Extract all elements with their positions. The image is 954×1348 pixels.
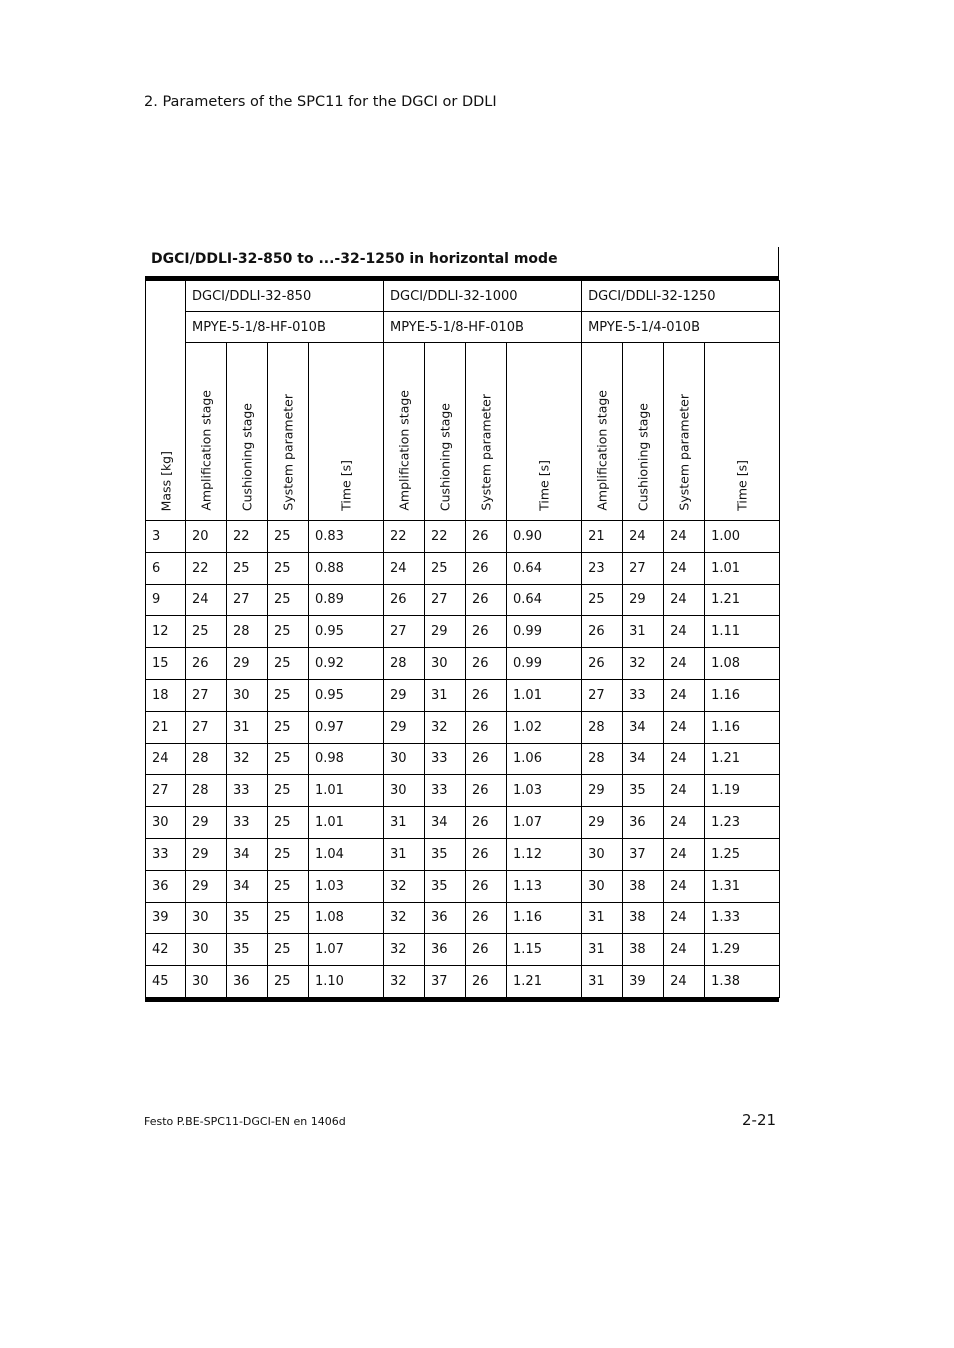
table-cell: 29 (425, 616, 466, 648)
mass-cell: 9 (146, 584, 186, 616)
table-cell: 22 (384, 521, 425, 553)
table-cell: 29 (227, 648, 268, 680)
table-cell: 27 (186, 711, 227, 743)
mass-cell: 42 (146, 934, 186, 966)
table-cell: 26 (466, 648, 507, 680)
table-cell: 0.99 (507, 616, 582, 648)
table-row (146, 743, 780, 775)
page-number: 2-21 (742, 1111, 777, 1129)
table-cell: 1.00 (705, 521, 780, 553)
table-cell: 34 (623, 743, 664, 775)
table-cell: 31 (582, 902, 623, 934)
table-cell: 27 (425, 584, 466, 616)
table-cell: 26 (466, 807, 507, 839)
table-row (146, 679, 780, 711)
table-cell: 29 (582, 807, 623, 839)
table-cell: 25 (268, 711, 309, 743)
sub-header-cell (664, 343, 705, 521)
model-cell: DGCI/DDLI-32-1000 (384, 281, 582, 312)
mass-cell: 3 (146, 521, 186, 553)
table-cell: 25 (268, 552, 309, 584)
table-cell: 26 (186, 648, 227, 680)
table-cell: 32 (384, 870, 425, 902)
sub-header-cell (227, 343, 268, 521)
table-cell: 24 (664, 775, 705, 807)
table-cell: 1.23 (705, 807, 780, 839)
table-cell: 35 (425, 870, 466, 902)
table-cell: 31 (623, 616, 664, 648)
table-cell: 1.01 (309, 807, 384, 839)
table-cell: 37 (425, 966, 466, 998)
table-cell: 32 (227, 743, 268, 775)
table-cell: 26 (466, 584, 507, 616)
sub-header-cell (425, 343, 466, 521)
page-header: 2. Parameters of the SPC11 for the DGCI or DDLI (144, 94, 497, 110)
table-cell: 1.15 (507, 934, 582, 966)
table-cell: 36 (425, 934, 466, 966)
table-cell: 28 (227, 616, 268, 648)
sub-header-label: Amplification stage (198, 390, 214, 511)
model-cell: DGCI/DDLI-32-850 (186, 281, 384, 312)
parameter-table-section (145, 247, 779, 1002)
table-cell: 1.03 (309, 870, 384, 902)
table-cell: 31 (384, 807, 425, 839)
sub-header-label: Cushioning stage (239, 402, 255, 511)
table-cell: 36 (227, 966, 268, 998)
mass-cell: 18 (146, 679, 186, 711)
table-cell: 30 (186, 902, 227, 934)
sub-header-cell (507, 343, 582, 521)
table-cell: 1.01 (507, 679, 582, 711)
table-cell: 25 (227, 552, 268, 584)
table-cell: 26 (466, 743, 507, 775)
table-cell: 30 (227, 679, 268, 711)
mass-cell: 45 (146, 966, 186, 998)
table-title: DGCI/DDLI-32-850 to ...-32-1250 in horizontal mode (145, 247, 779, 276)
table-cell: 24 (664, 934, 705, 966)
table-cell: 26 (466, 552, 507, 584)
table-cell: 29 (384, 679, 425, 711)
table-cell: 32 (623, 648, 664, 680)
table-row (146, 552, 780, 584)
table-cell: 39 (623, 966, 664, 998)
mass-cell: 36 (146, 870, 186, 902)
table-cell: 0.95 (309, 616, 384, 648)
table-cell: 37 (623, 838, 664, 870)
table-cell: 26 (466, 870, 507, 902)
table-cell: 27 (384, 616, 425, 648)
table-cell: 1.12 (507, 838, 582, 870)
table-cell: 1.13 (507, 870, 582, 902)
table-cell: 0.64 (507, 584, 582, 616)
sub-header-label: Amplification stage (594, 390, 610, 511)
table-cell: 38 (623, 870, 664, 902)
table-cell: 1.07 (507, 807, 582, 839)
table-cell: 31 (425, 679, 466, 711)
table-cell: 29 (186, 807, 227, 839)
table-cell: 25 (268, 870, 309, 902)
table-cell: 25 (268, 743, 309, 775)
sub-header-cell (623, 343, 664, 521)
table-cell: 23 (582, 552, 623, 584)
table-cell: 26 (466, 711, 507, 743)
table-cell: 0.95 (309, 679, 384, 711)
sub-header-cell (705, 343, 780, 521)
table-cell: 28 (186, 775, 227, 807)
table-cell: 1.11 (705, 616, 780, 648)
mass-cell: 6 (146, 552, 186, 584)
table-row (146, 775, 780, 807)
table-cell: 28 (186, 743, 227, 775)
model-row (146, 281, 780, 312)
table-cell: 1.03 (507, 775, 582, 807)
table-cell: 32 (425, 711, 466, 743)
table-cell: 21 (582, 521, 623, 553)
table-cell: 36 (623, 807, 664, 839)
sub-header-label: Time [s] (536, 460, 552, 511)
sub-header-cell (384, 343, 425, 521)
table-cell: 28 (582, 743, 623, 775)
table-cell: 26 (466, 679, 507, 711)
table-cell: 1.21 (705, 584, 780, 616)
table-cell: 30 (582, 870, 623, 902)
mass-cell: 27 (146, 775, 186, 807)
valve-cell: MPYE-5-1/8-HF-010B (384, 312, 582, 343)
table-cell: 1.04 (309, 838, 384, 870)
table-cell: 33 (227, 775, 268, 807)
table-cell: 24 (664, 616, 705, 648)
table-cell: 1.21 (705, 743, 780, 775)
table-cell: 36 (425, 902, 466, 934)
table-row (146, 521, 780, 553)
table-cell: 30 (425, 648, 466, 680)
table-cell: 1.02 (507, 711, 582, 743)
table-cell: 33 (425, 775, 466, 807)
valve-cell: MPYE-5-1/4-010B (582, 312, 780, 343)
table-cell: 26 (384, 584, 425, 616)
sub-header-cell (466, 343, 507, 521)
table-cell: 31 (582, 934, 623, 966)
sub-header-cell (186, 343, 227, 521)
table-cell: 1.31 (705, 870, 780, 902)
table-cell: 29 (623, 584, 664, 616)
table-cell: 0.98 (309, 743, 384, 775)
table-cell: 1.25 (705, 838, 780, 870)
mass-cell: 24 (146, 743, 186, 775)
table-cell: 28 (582, 711, 623, 743)
table-cell: 25 (268, 934, 309, 966)
table-cell: 1.08 (309, 902, 384, 934)
table-row (146, 616, 780, 648)
table-cell: 24 (664, 584, 705, 616)
sub-header-cell (309, 343, 384, 521)
table-cell: 25 (425, 552, 466, 584)
mass-cell: 15 (146, 648, 186, 680)
table-row (146, 838, 780, 870)
table-cell: 24 (664, 711, 705, 743)
sub-header-label: Time [s] (734, 460, 750, 511)
sub-header-label: Cushioning stage (437, 402, 453, 511)
table-row (146, 711, 780, 743)
table-cell: 35 (227, 902, 268, 934)
table-cell: 30 (384, 775, 425, 807)
table-cell: 27 (623, 552, 664, 584)
table-cell: 1.16 (705, 679, 780, 711)
table-cell: 33 (425, 743, 466, 775)
table-row (146, 648, 780, 680)
table-cell: 22 (227, 521, 268, 553)
parameter-table (145, 280, 780, 998)
table-cell: 29 (186, 838, 227, 870)
table-cell: 0.97 (309, 711, 384, 743)
table-cell: 29 (186, 870, 227, 902)
table-cell: 24 (664, 521, 705, 553)
table-cell: 1.38 (705, 966, 780, 998)
table-cell: 25 (268, 679, 309, 711)
table-cell: 1.29 (705, 934, 780, 966)
sub-header-cell (582, 343, 623, 521)
table-cell: 35 (623, 775, 664, 807)
table-cell: 1.08 (705, 648, 780, 680)
table-cell: 25 (268, 807, 309, 839)
table-cell: 1.10 (309, 966, 384, 998)
table-cell: 0.89 (309, 584, 384, 616)
table-cell: 38 (623, 934, 664, 966)
table-cell: 34 (425, 807, 466, 839)
footer-doc-id: Festo P.BE-SPC11-DGCI-EN en 1406d (144, 1115, 346, 1128)
table-cell: 28 (384, 648, 425, 680)
table-cell: 34 (227, 838, 268, 870)
table-cell: 22 (186, 552, 227, 584)
table-cell: 34 (227, 870, 268, 902)
table-cell: 1.01 (705, 552, 780, 584)
model-cell: DGCI/DDLI-32-1250 (582, 281, 780, 312)
table-cell: 24 (664, 902, 705, 934)
table-cell: 25 (268, 902, 309, 934)
sub-header-label: Amplification stage (396, 390, 412, 511)
table-cell: 26 (466, 775, 507, 807)
table-row (146, 934, 780, 966)
table-cell: 24 (664, 743, 705, 775)
table-cell: 31 (227, 711, 268, 743)
table-cell: 0.99 (507, 648, 582, 680)
table-cell: 34 (623, 711, 664, 743)
table-cell: 25 (268, 521, 309, 553)
table-cell: 26 (582, 616, 623, 648)
table-cell: 33 (623, 679, 664, 711)
table-cell: 27 (186, 679, 227, 711)
table-cell: 24 (664, 552, 705, 584)
table-cell: 26 (466, 966, 507, 998)
table-cell: 30 (186, 966, 227, 998)
table-cell: 30 (186, 934, 227, 966)
table-cell: 24 (664, 870, 705, 902)
table-cell: 24 (186, 584, 227, 616)
table-cell: 0.92 (309, 648, 384, 680)
table-cell: 1.19 (705, 775, 780, 807)
table-cell: 20 (186, 521, 227, 553)
mass-header: Mass [kg] (158, 450, 173, 511)
mass-cell: 12 (146, 616, 186, 648)
valve-row (146, 312, 780, 343)
sub-header-label: System parameter (280, 394, 296, 511)
table-cell: 25 (186, 616, 227, 648)
table-cell: 24 (664, 648, 705, 680)
table-cell: 32 (384, 902, 425, 934)
table-cell: 32 (384, 934, 425, 966)
table-cell: 24 (664, 838, 705, 870)
sub-header-label: System parameter (478, 394, 494, 511)
sub-header-label: Cushioning stage (635, 402, 651, 511)
table-cell: 35 (227, 934, 268, 966)
mass-cell: 30 (146, 807, 186, 839)
table-cell: 25 (268, 616, 309, 648)
table-cell: 29 (582, 775, 623, 807)
table-cell: 1.33 (705, 902, 780, 934)
table-cell: 31 (384, 838, 425, 870)
table-bottom-rule (145, 998, 779, 1002)
table-cell: 38 (623, 902, 664, 934)
table-cell: 26 (466, 838, 507, 870)
table-cell: 25 (268, 584, 309, 616)
table-row (146, 902, 780, 934)
table-row (146, 966, 780, 998)
sub-header-label: Time [s] (338, 460, 354, 511)
table-cell: 1.06 (507, 743, 582, 775)
table-cell: 26 (466, 934, 507, 966)
table-cell: 22 (425, 521, 466, 553)
sub-header-row (146, 343, 780, 521)
table-cell: 35 (425, 838, 466, 870)
table-cell: 33 (227, 807, 268, 839)
table-cell: 31 (582, 966, 623, 998)
table-row (146, 584, 780, 616)
table-cell: 32 (384, 966, 425, 998)
table-cell: 25 (268, 648, 309, 680)
sub-header-cell (268, 343, 309, 521)
table-row (146, 807, 780, 839)
valve-cell: MPYE-5-1/8-HF-010B (186, 312, 384, 343)
table-cell: 24 (623, 521, 664, 553)
table-cell: 1.16 (705, 711, 780, 743)
table-cell: 30 (384, 743, 425, 775)
table-cell: 25 (268, 838, 309, 870)
mass-cell: 33 (146, 838, 186, 870)
table-cell: 27 (582, 679, 623, 711)
table-cell: 25 (268, 775, 309, 807)
table-cell: 1.07 (309, 934, 384, 966)
table-cell: 26 (466, 902, 507, 934)
mass-cell: 39 (146, 902, 186, 934)
table-cell: 29 (384, 711, 425, 743)
table-cell: 26 (466, 521, 507, 553)
table-cell: 0.83 (309, 521, 384, 553)
table-cell: 26 (466, 616, 507, 648)
table-cell: 0.88 (309, 552, 384, 584)
table-cell: 1.21 (507, 966, 582, 998)
table-row (146, 870, 780, 902)
table-cell: 25 (268, 966, 309, 998)
table-cell: 24 (384, 552, 425, 584)
table-cell: 1.01 (309, 775, 384, 807)
table-cell: 24 (664, 679, 705, 711)
table-cell: 25 (582, 584, 623, 616)
sub-header-label: System parameter (676, 394, 692, 511)
mass-cell: 21 (146, 711, 186, 743)
table-cell: 0.90 (507, 521, 582, 553)
table-cell: 0.64 (507, 552, 582, 584)
mass-header-cell (146, 281, 186, 521)
table-cell: 27 (227, 584, 268, 616)
table-cell: 26 (582, 648, 623, 680)
table-cell: 24 (664, 807, 705, 839)
table-cell: 30 (582, 838, 623, 870)
table-cell: 24 (664, 966, 705, 998)
table-cell: 1.16 (507, 902, 582, 934)
